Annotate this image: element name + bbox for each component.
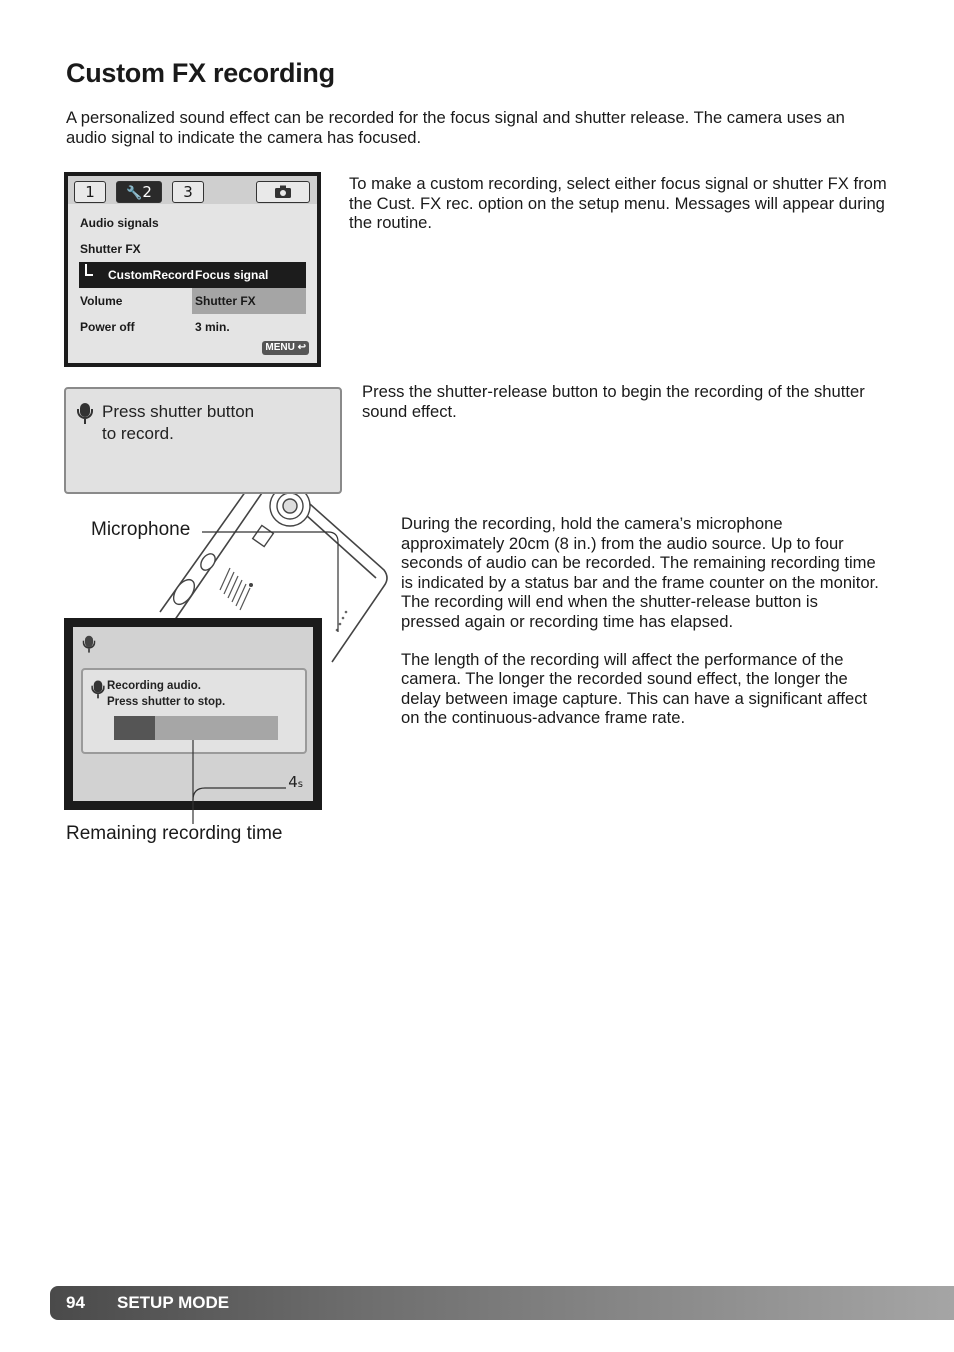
prompt-line-1: Press shutter button — [102, 402, 255, 421]
option-shutter-fx[interactable]: Shutter FX — [195, 294, 256, 308]
counter-value: 4 — [288, 773, 298, 791]
menu-row-audio-signals[interactable]: Audio signals — [80, 216, 159, 230]
menu-tabs — [68, 176, 317, 204]
camera-icon — [274, 185, 292, 198]
prompt-line-2: to record. — [102, 424, 174, 443]
page-title: Custom FX recording — [66, 58, 335, 88]
remaining-time-bar-fill — [114, 716, 155, 740]
step2-text: Press the shutter-release button to begin the recording of the shutter sound effect. — [362, 382, 865, 421]
message-microphone-icon — [92, 681, 104, 698]
power-off-value: 3 min. — [195, 320, 230, 334]
submenu-bracket — [85, 264, 93, 276]
menu-button[interactable] — [262, 341, 309, 355]
status-microphone-icon — [84, 636, 94, 650]
page-footer — [50, 1286, 954, 1320]
remaining-time-callout-line — [180, 740, 290, 830]
frame-counter — [288, 773, 303, 791]
recording-message-line-2: Press shutter to stop. — [107, 696, 226, 708]
remaining-time-label: Remaining recording time — [66, 823, 283, 844]
intro-paragraph — [66, 108, 886, 147]
microphone-label: Microphone — [91, 519, 191, 540]
tab-3[interactable]: 3 — [172, 181, 204, 203]
menu-row-volume[interactable]: Volume — [80, 294, 123, 308]
page-number: 94 — [66, 1293, 85, 1312]
record-prompt-box — [64, 387, 342, 494]
camera-tab[interactable] — [256, 181, 310, 203]
step2-paragraph — [362, 382, 882, 421]
tab-2[interactable] — [116, 181, 162, 203]
step1-text: To make a custom recording, select either focus signal or shutter FX from the Cust. FX rec. option on the setup menu. Messages will appear during the routine. — [349, 174, 887, 233]
counter-unit: s — [297, 779, 303, 790]
remaining-time-bar — [114, 716, 278, 740]
wrench-icon: 🔧 — [126, 186, 143, 201]
option-focus-signal[interactable]: Focus signal — [195, 268, 269, 282]
tab-1[interactable]: 1 — [74, 181, 106, 203]
section-name: SETUP MODE — [117, 1293, 230, 1312]
setup-menu-screen — [64, 172, 321, 367]
intro-text: A personalized sound effect can be recorded for the focus signal and shutter release. The camera uses an audio signal to indicate the camera has focused. — [66, 108, 845, 147]
menu-row-custom-record[interactable]: CustomRecord — [108, 268, 195, 282]
tab-2-label: 2 — [142, 183, 152, 201]
microphone-icon — [78, 403, 92, 425]
step1-paragraph — [349, 174, 889, 233]
step3-paragraph — [401, 514, 881, 728]
menu-row-power-off[interactable]: Power off — [80, 320, 135, 334]
menu-button-label: MENU — [265, 342, 295, 353]
recording-message-line-1: Recording audio. — [107, 680, 201, 692]
back-arrow-icon: ↩ — [297, 342, 306, 353]
menu-row-shutter-fx[interactable]: Shutter FX — [80, 242, 141, 256]
step4-text: The length of the recording will affect the performance of the camera. The longer the recorded sound effect, the longer the delay between image capture. This can have a significant affect on the continuous-advance frame rate. — [401, 649, 868, 728]
step3-text: During the recording, hold the camera’s microphone approximately 20cm (8 in.) from the audio source. Up to four seconds of audio can be recorded. The remaining recording time is indicated by a status bar and the frame counter on the monitor. The recording will end when the shutter-release button is pressed again or recording time has elapsed. — [401, 514, 879, 631]
